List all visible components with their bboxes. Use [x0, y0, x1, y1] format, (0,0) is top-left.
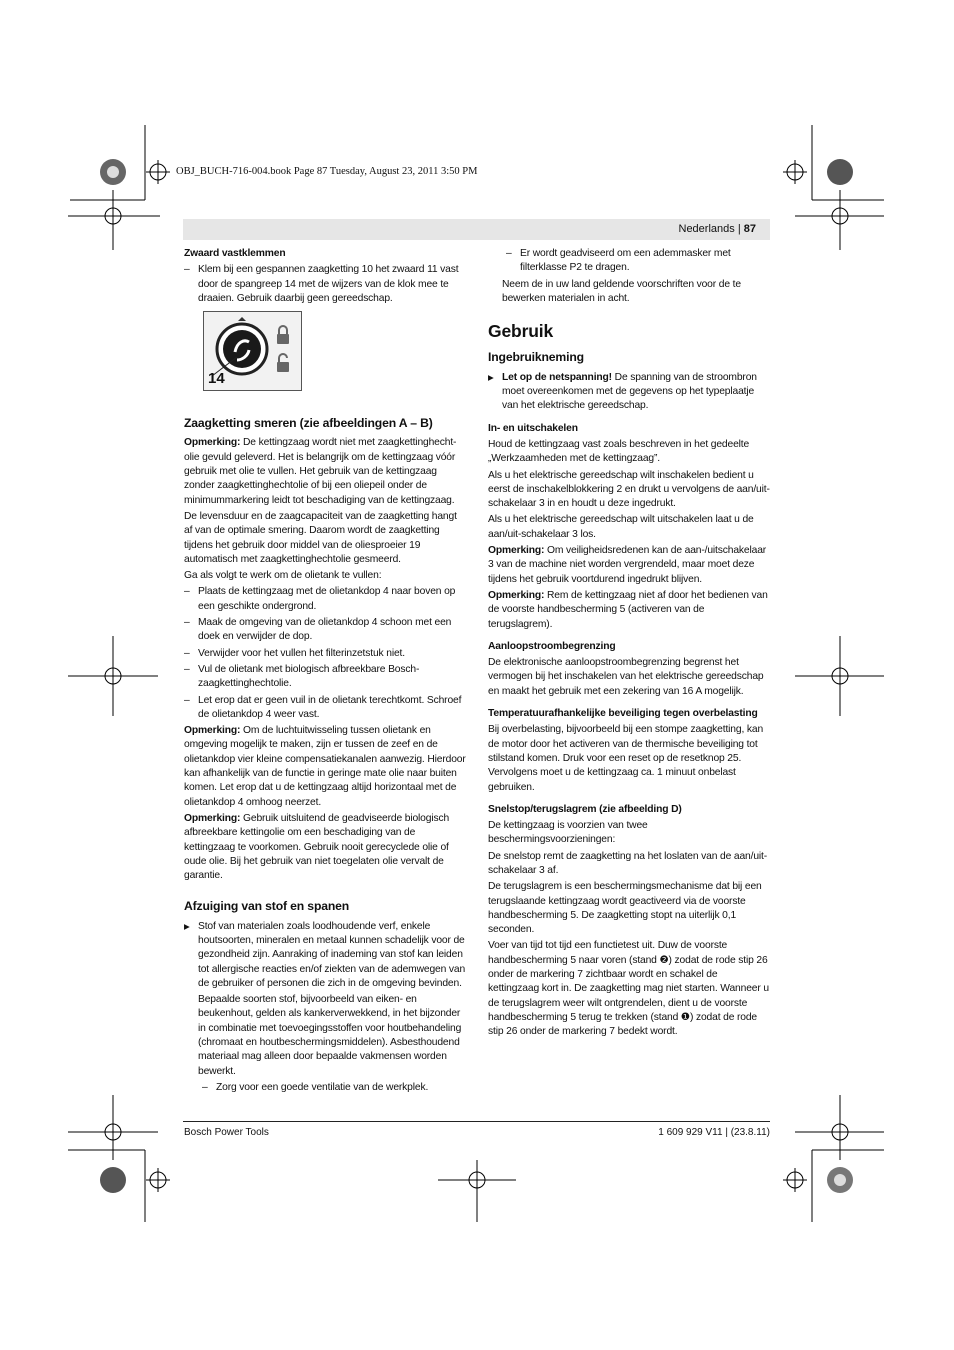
netspanning-warning: ▶ Let op de netspanning! De spanning van de stroombron moet overeenkomen met de gegevens op het typeplaatje van het elektrische gereedschap.	[488, 371, 770, 414]
stof-warning-continued: Bepaalde soorten stof, bijvoorbeeld van eiken- en beukenhout, gelden als kankerverwekkend, in het bijzonder in combinatie met toevoegingsstoffen voor houtbehandeling (chromaat en houtbeschermingsmiddelen). Asbesthoudend materiaal mag alleen door bepaalde vakmensen worden bewerkt.	[198, 994, 462, 1077]
fill-step: – Plaats de kettingzaag met de olietankdop 4 naar boven op een geschikte ondergrond.	[184, 585, 466, 614]
section-title-snelstop: Snelstop/terugslagrem (zie afbeelding D)	[488, 803, 682, 815]
snelstop-paragraph-1: De kettingzaag is voorzien van twee beschermingsvoorzieningen:	[488, 820, 648, 846]
note-terugslagrem: Opmerking: Rem de kettingzaag niet af door het bedienen van de voorste handbescherming 5 (activeren van de terugslagrem).	[488, 589, 768, 630]
unlock-icon	[277, 354, 289, 372]
smeren-paragraph: De levensduur en de zaagcapaciteit van de zaagketting hangt af van de optimale smering. Daarom wordt de zaagketting tijdens het gebruik door middel van de oliesproeier 19 automatisch met zaagkettinghechtolie gesmeerd.	[184, 510, 457, 565]
figure-label: 14	[208, 370, 225, 387]
smeren-intro: Ga als volgt te werk om de olietank te vullen:	[184, 570, 382, 582]
snelstop-paragraph-4: Voer van tijd tot tijd een functietest uit. Duw de voorste handbescherming 5 naar voren (stand ❷) zodat de rode stip 26 onder de markering 7 zichtbaar wordt en schakel de kettingzaag kort in. De zaagketting mag niet starten. Wanneer u de terugslagrem weer wilt ontgrendelen, dient u de voorste handbescherming 5 terug te trekken (stand ❶) zodat de rode stip 26 onder de markering 7 bedekt wordt.	[488, 940, 769, 1038]
aanloop-paragraph: De elektronische aanloopstroombegrenzing begrenst het vermogen bij het inschakelen van het elektrische gereedschap en maakt het gebruik met een zekering van 16 A mogelijk.	[488, 657, 764, 697]
inuit-paragraph-3: Als u het elektrische gereedschap wilt uitschakelen laat u de aan/uit-schakelaar 3 los.	[488, 514, 754, 540]
footer-brand: Bosch Power Tools	[184, 1127, 269, 1138]
section-title-aanloop: Aanloopstroombegrenzing	[488, 640, 616, 652]
note-kettingolie: Opmerking: Gebruik uitsluitend de geadviseerde biologisch afbreekbare kettingolie om een beschadiging van de kettingzaag te voorkomen. Gebruik nooit gerecyclede olie of oude olie. Bij het gebruik van niet toegelaten olie vervalt de garantie.	[184, 812, 450, 882]
snelstop-paragraph-3: De terugslagrem is een beschermingsmechanisme dat bij een terugslaande kettingzaag wordt geactiveerd via de voorste handbescherming 5. De zaagketting stopt na uiterlijk 0,1 seconden.	[488, 881, 762, 936]
fill-step: – Vul de olietank met biologisch afbreekbare Bosch-zaagkettinghechtolie.	[184, 663, 466, 692]
section-title-inuit: In- en uitschakelen	[488, 422, 578, 434]
ventilation-item: – Zorg voor een goede ventilatie van de werkplek.	[202, 1081, 466, 1095]
snelstop-paragraph-2: De snelstop remt de zaagketting na het loslaten van de aan/uit-schakelaar 3 af.	[488, 850, 768, 876]
page-number: 87	[743, 223, 756, 235]
mask-item: – Er wordt geadviseerd om een ademmasker met filterklasse P2 te dragen.	[506, 247, 770, 276]
footer-rule	[183, 1121, 770, 1122]
section-title-gebruik: Gebruik	[488, 321, 554, 342]
fill-step: – Let erop dat er geen vuil in de olietank terechtkomt. Schroef de olietankdop 4 weer vast.	[184, 694, 466, 723]
inuit-paragraph-1: Houd de kettingzaag vast zoals beschreven in het gedeelte „Werkzaamheden met de kettingzaag”.	[488, 438, 750, 465]
section-title-smeren: Zaagketting smeren (zie afbeeldingen A – B)	[184, 416, 433, 431]
header-separator: |	[734, 223, 744, 235]
stof-warning: ▶ Stof van materialen zoals loodhoudende verf, enkele houtsoorten, mineralen en metaal kunnen schadelijk voor de gezondheid zijn. Aanraking of inademing van stof kan leiden tot allergische reacties en/of ziekten van de ademwegen van de gebruiker of personen die zich in de omgeving bevinden.	[184, 920, 466, 991]
note-luchtuitwisseling: Opmerking: Om de luchtuitwisseling tussen olietank en omgeving mogelijk te maken, zijn er tussen de zeef en de olietankdop vier kleine compensatiekanalen aanwezig. Hierdoor kan afhankelijk van de functie in geringe mate olie naar buiten komen. Let erop dat u de kettingzaag altijd horizontaal met de olietankdop 4 omhoog neerzet.	[184, 725, 466, 808]
print-slug: OBJ_BUCH-716-004.book Page 87 Tuesday, August 23, 2011 3:50 PM	[176, 166, 478, 177]
right-column	[488, 247, 770, 1042]
zwaard-item: – Klem bij een gespannen zaagketting 10 het zwaard 11 vast door de spangreep 14 met de wijzers van de klok mee te draaien. Gebruik daarbij geen gereedschap.	[184, 263, 466, 306]
note-vergrendeling: Opmerking: Om veiligheidsredenen kan de aan-/uitschakelaar 3 van de machine niet worden vergrendeld, maar moet deze tijdens het gebruik voortdurend ingedrukt blijven.	[488, 545, 767, 585]
fill-step: – Verwijder voor het vullen het filterinzetstuk niet.	[184, 647, 466, 661]
fill-step: – Maak de omgeving van de olietankdop 4 schoon met een doek en verwijder de dop.	[184, 616, 466, 645]
mask-paragraph: Neem de in uw land geldende voorschriften voor de te bewerken materialen in acht.	[502, 278, 741, 304]
smeren-note: Opmerking: De kettingzaag wordt niet met zaagkettinghecht-olie gevuld geleverd. Het is belangrijk om de kettingzaag vóór gebruik met olie te vullen. Het gebruik van de kettingzaag zonder zaagkettinghechtolie of bij een oliepeil onder de minimummarkering leidt tot beschadiging van de kettingzaag.	[184, 437, 457, 506]
figure-clamp-lever	[203, 311, 302, 391]
section-title-ingebruikneming: Ingebruikneming	[488, 350, 584, 365]
temperatuur-paragraph: Bij overbelasting, bijvoorbeeld bij een stompe zaagketting, kan de motor door het activeren van de thermische beveiliging tot stilstand komen. Druk voor een reset op de resetknop 25. Vervolgens moet u de kettingzaag ca. 1 minuut onbelast gebruiken.	[488, 724, 764, 793]
section-title-stof: Afzuiging van stof en spanen	[184, 899, 350, 914]
inuit-paragraph-2: Als u het elektrische gereedschap wilt inschakelen bedient u eerst de inschakelblokkering 2 en drukt u vervolgens de aan/uit-schakelaar 3 in en houdt u deze ingedrukt.	[488, 469, 770, 510]
section-title-temperatuur: Temperatuurafhankelijke beveiliging tegen overbelasting	[488, 708, 758, 720]
footer-document-id: 1 609 929 V11 | (23.8.11)	[658, 1127, 770, 1138]
header-language: Nederlands	[678, 223, 735, 235]
page-header	[183, 219, 770, 240]
lock-icon	[277, 326, 289, 344]
section-title-zwaard: Zwaard vastklemmen	[184, 248, 286, 259]
